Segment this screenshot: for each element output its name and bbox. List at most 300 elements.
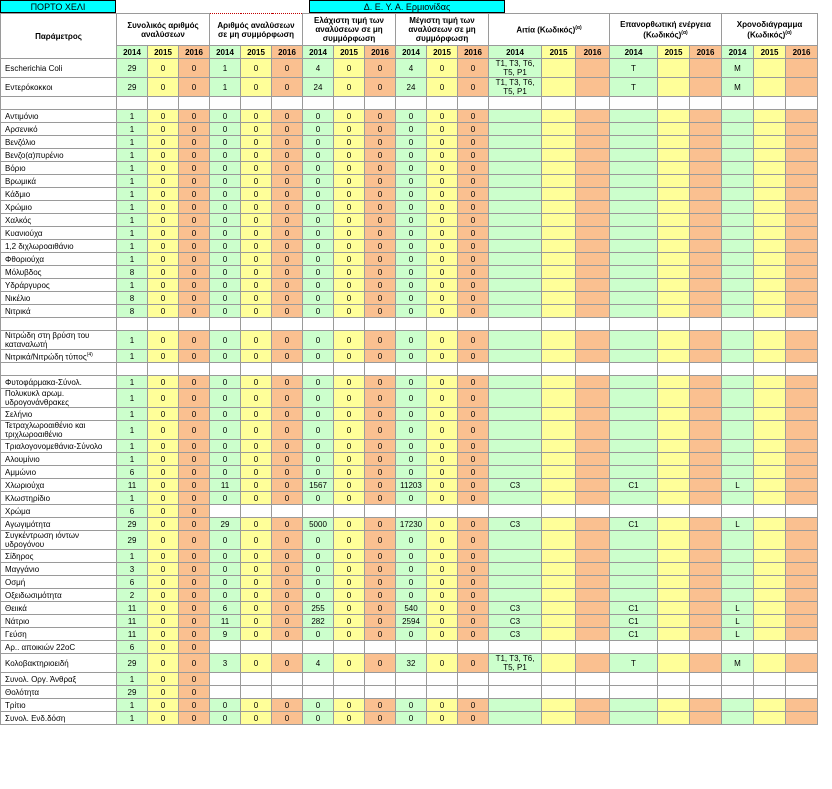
empty-cell	[396, 686, 427, 699]
param-name	[1, 563, 117, 576]
code-cell	[690, 123, 722, 136]
spacer-cell	[786, 363, 818, 376]
action-cell: T	[610, 78, 658, 97]
action-cell	[610, 188, 658, 201]
code-cell	[754, 175, 786, 188]
value-cell: 0	[148, 214, 179, 227]
value-cell: 0	[148, 602, 179, 615]
spacer-cell	[365, 97, 396, 110]
value-cell: 0	[272, 492, 303, 505]
value-cell: 0	[148, 479, 179, 492]
value-cell: 0	[458, 331, 489, 350]
code-cell	[690, 602, 722, 615]
value-cell: 0	[179, 440, 210, 453]
value-cell: 0	[179, 110, 210, 123]
cause-cell	[489, 421, 542, 440]
value-cell: 0	[303, 492, 334, 505]
value-cell: 0	[427, 305, 458, 318]
param-name	[1, 628, 117, 641]
value-cell: 0	[148, 110, 179, 123]
schedule-cell	[722, 350, 754, 363]
value-cell: 0	[458, 628, 489, 641]
value-cell: 0	[272, 589, 303, 602]
empty-cell	[303, 673, 334, 686]
value-cell: 0	[179, 576, 210, 589]
action-cell: T	[610, 59, 658, 78]
value-cell: 0	[458, 59, 489, 78]
value-cell: 4	[303, 59, 334, 78]
value-cell: 0	[458, 421, 489, 440]
code-cell	[576, 162, 610, 175]
value-cell: 0	[396, 589, 427, 602]
value-cell: 0	[179, 279, 210, 292]
code-cell	[786, 479, 818, 492]
value-cell: 0	[396, 266, 427, 279]
value-cell: 0	[179, 699, 210, 712]
empty-cell	[610, 641, 658, 654]
code-cell	[754, 123, 786, 136]
value-cell: 0	[272, 253, 303, 266]
value-cell: 0	[148, 331, 179, 350]
code-cell	[576, 279, 610, 292]
table-row	[1, 673, 818, 686]
value-cell: 0	[272, 110, 303, 123]
cause-cell	[489, 214, 542, 227]
cause-cell	[489, 453, 542, 466]
value-cell: 0	[148, 421, 179, 440]
code-cell	[690, 408, 722, 421]
code-cell	[690, 201, 722, 214]
param-name	[1, 615, 117, 628]
schedule-cell	[722, 149, 754, 162]
empty-cell	[576, 673, 610, 686]
value-cell: 0	[458, 615, 489, 628]
value-cell: 0	[427, 550, 458, 563]
empty-cell	[396, 641, 427, 654]
value-cell: 0	[334, 78, 365, 97]
empty-cell	[241, 641, 272, 654]
year-header-cell: 2016	[179, 46, 210, 59]
spacer-cell	[690, 318, 722, 331]
value-cell: 0	[458, 563, 489, 576]
value-cell: 0	[365, 292, 396, 305]
code-cell	[754, 78, 786, 97]
action-cell	[610, 253, 658, 266]
value-cell: 0	[241, 188, 272, 201]
code-cell	[542, 518, 576, 531]
empty-cell	[610, 673, 658, 686]
value-cell: 0	[272, 175, 303, 188]
value-cell: 0	[148, 615, 179, 628]
code-cell	[542, 712, 576, 725]
action-cell	[610, 149, 658, 162]
value-cell: 0	[179, 376, 210, 389]
cause-cell	[489, 440, 542, 453]
location-tab[interactable]: ΠΟΡΤΟ ΧΕΛΙ	[0, 0, 116, 13]
value-cell: 0	[334, 453, 365, 466]
value-cell: 0	[272, 440, 303, 453]
code-cell	[576, 550, 610, 563]
value-cell: 0	[427, 654, 458, 673]
param-name	[1, 518, 117, 531]
value-cell: 0	[241, 602, 272, 615]
table-row	[1, 505, 818, 518]
code-cell	[658, 350, 690, 363]
code-cell	[658, 563, 690, 576]
empty-cell	[427, 505, 458, 518]
value-cell: 0	[148, 136, 179, 149]
param-name	[1, 492, 117, 505]
action-cell	[610, 279, 658, 292]
value-cell: 0	[303, 550, 334, 563]
code-cell	[542, 479, 576, 492]
value-cell: 0	[334, 389, 365, 408]
code-cell	[576, 188, 610, 201]
min-header: Ελάχιστη τιμή των αναλύσεων σε μη συμμόρφωση	[303, 14, 396, 46]
value-cell: 0	[365, 576, 396, 589]
param-label: Νιτρώδη στη βρύση του καταναλωτή	[5, 331, 90, 349]
spacer-cell	[272, 318, 303, 331]
value-cell: 0	[303, 389, 334, 408]
value-cell: 0	[365, 266, 396, 279]
value-cell: 0	[241, 162, 272, 175]
value-cell: 0	[148, 292, 179, 305]
code-cell	[786, 279, 818, 292]
code-cell	[542, 279, 576, 292]
table-row	[1, 712, 818, 725]
year-header-cell: 2015	[241, 46, 272, 59]
code-cell	[786, 350, 818, 363]
cause-cell	[489, 305, 542, 318]
value-cell: 0	[458, 149, 489, 162]
code-cell	[576, 253, 610, 266]
value-cell: 1	[117, 188, 148, 201]
value-cell: 0	[272, 518, 303, 531]
code-cell	[754, 699, 786, 712]
value-cell: 0	[148, 188, 179, 201]
param-label: Οσμή	[5, 577, 26, 587]
value-cell: 11	[117, 479, 148, 492]
year-header-row	[1, 46, 818, 59]
code-cell	[786, 492, 818, 505]
table-row	[1, 78, 818, 97]
value-cell: 0	[272, 389, 303, 408]
code-cell	[576, 201, 610, 214]
empty-cell	[210, 641, 241, 654]
code-cell	[576, 602, 610, 615]
cause-cell	[489, 492, 542, 505]
param-header: Παράμετρος	[1, 14, 117, 59]
value-cell: 0	[427, 331, 458, 350]
param-name	[1, 550, 117, 563]
code-cell	[542, 350, 576, 363]
value-cell: 0	[210, 699, 241, 712]
value-cell: 0	[148, 628, 179, 641]
value-cell: 0	[458, 305, 489, 318]
table-row	[1, 421, 818, 440]
empty-cell	[210, 673, 241, 686]
empty-cell	[241, 686, 272, 699]
action-cell	[610, 201, 658, 214]
value-cell: 0	[458, 699, 489, 712]
action-cell	[610, 162, 658, 175]
spacer-cell	[722, 97, 754, 110]
schedule-cell	[722, 492, 754, 505]
action-cell	[610, 408, 658, 421]
code-cell	[754, 227, 786, 240]
value-cell: 0	[210, 389, 241, 408]
value-cell: 0	[396, 408, 427, 421]
code-cell	[754, 628, 786, 641]
code-cell	[658, 78, 690, 97]
cause-cell: C3	[489, 628, 542, 641]
empty-cell	[458, 686, 489, 699]
schedule-cell: L	[722, 615, 754, 628]
value-cell: 540	[396, 602, 427, 615]
cause-cell	[489, 389, 542, 408]
spacer-cell	[658, 97, 690, 110]
value-cell: 0	[396, 175, 427, 188]
value-cell: 0	[303, 266, 334, 279]
param-label: Νιτρικά/Νιτρώδη τύπος	[5, 352, 87, 362]
value-cell: 0	[303, 712, 334, 725]
table-row	[1, 453, 818, 466]
cause-cell	[489, 550, 542, 563]
param-label: Κολοβακτηριοειδή	[5, 658, 69, 668]
code-cell	[754, 576, 786, 589]
value-cell: 0	[241, 240, 272, 253]
action-cell: C1	[610, 479, 658, 492]
code-cell	[754, 136, 786, 149]
empty-cell	[489, 686, 542, 699]
value-cell: 29	[117, 78, 148, 97]
action-cell	[610, 175, 658, 188]
value-cell: 1	[117, 699, 148, 712]
value-cell: 0	[241, 440, 272, 453]
value-cell: 0	[458, 266, 489, 279]
table-row	[1, 253, 818, 266]
value-cell: 0	[427, 240, 458, 253]
value-cell: 0	[396, 227, 427, 240]
cause-cell	[489, 576, 542, 589]
empty-cell	[272, 686, 303, 699]
code-cell	[542, 305, 576, 318]
value-cell: 0	[303, 376, 334, 389]
code-cell	[542, 149, 576, 162]
schedule-cell	[722, 136, 754, 149]
code-cell	[576, 466, 610, 479]
table-row	[1, 59, 818, 78]
empty-cell	[427, 686, 458, 699]
spacer-cell	[303, 318, 334, 331]
code-cell	[542, 136, 576, 149]
value-cell: 0	[179, 408, 210, 421]
spacer-cell	[365, 363, 396, 376]
code-cell	[576, 712, 610, 725]
code-cell	[576, 292, 610, 305]
action-cell	[610, 712, 658, 725]
value-cell: 0	[272, 59, 303, 78]
code-cell	[754, 253, 786, 266]
value-cell: 0	[148, 123, 179, 136]
code-cell	[786, 136, 818, 149]
value-cell: 0	[210, 240, 241, 253]
param-name	[1, 175, 117, 188]
empty-cell	[489, 641, 542, 654]
value-cell: 0	[148, 453, 179, 466]
table-row	[1, 389, 818, 408]
empty-cell	[722, 686, 754, 699]
value-cell: 0	[365, 175, 396, 188]
value-cell: 0	[303, 240, 334, 253]
value-cell: 0	[365, 78, 396, 97]
schedule-cell	[722, 240, 754, 253]
value-cell: 0	[365, 602, 396, 615]
value-cell: 0	[303, 201, 334, 214]
value-cell: 0	[365, 240, 396, 253]
value-cell: 0	[272, 149, 303, 162]
value-cell: 0	[148, 712, 179, 725]
param-name	[1, 162, 117, 175]
value-cell: 24	[396, 78, 427, 97]
value-cell: 0	[272, 466, 303, 479]
action-cell	[610, 440, 658, 453]
value-cell: 0	[396, 376, 427, 389]
value-cell: 0	[427, 266, 458, 279]
value-cell: 0	[179, 453, 210, 466]
value-cell: 0	[365, 699, 396, 712]
param-footnote: (4)	[86, 351, 93, 358]
code-cell	[786, 699, 818, 712]
value-cell: 0	[334, 408, 365, 421]
value-cell: 0	[427, 712, 458, 725]
code-cell	[786, 376, 818, 389]
value-cell: 0	[210, 201, 241, 214]
code-cell	[754, 466, 786, 479]
code-cell	[786, 654, 818, 673]
code-cell	[658, 408, 690, 421]
cause-cell	[489, 292, 542, 305]
value-cell: 2	[117, 589, 148, 602]
value-cell: 0	[179, 59, 210, 78]
value-cell: 0	[303, 576, 334, 589]
spacer-cell	[210, 363, 241, 376]
code-cell	[542, 162, 576, 175]
year-header-cell: 2016	[365, 46, 396, 59]
schedule-cell	[722, 466, 754, 479]
value-cell: 0	[365, 376, 396, 389]
param-label: Κλωστηρίδιο	[5, 493, 51, 503]
code-cell	[786, 110, 818, 123]
cause-cell	[489, 253, 542, 266]
empty-cell	[303, 641, 334, 654]
code-cell	[658, 654, 690, 673]
value-cell: 9	[210, 628, 241, 641]
value-cell: 0	[148, 531, 179, 550]
param-name	[1, 686, 117, 699]
code-cell	[690, 563, 722, 576]
value-cell: 32	[396, 654, 427, 673]
code-cell	[690, 110, 722, 123]
code-cell	[786, 59, 818, 78]
code-cell	[658, 492, 690, 505]
param-label: Χρώμα	[5, 506, 31, 516]
cause-cell	[489, 466, 542, 479]
action-cell	[610, 563, 658, 576]
spacer-cell	[272, 97, 303, 110]
value-cell: 0	[272, 615, 303, 628]
value-cell: 0	[365, 253, 396, 266]
value-cell: 0	[241, 350, 272, 363]
value-cell: 0	[303, 305, 334, 318]
year-header-cell: 2015	[754, 46, 786, 59]
value-cell: 0	[365, 531, 396, 550]
param-name	[1, 149, 117, 162]
value-cell: 0	[396, 699, 427, 712]
value-cell: 0	[458, 654, 489, 673]
schedule-cell: L	[722, 518, 754, 531]
code-cell	[786, 576, 818, 589]
empty-cell	[458, 505, 489, 518]
table-row	[1, 440, 818, 453]
code-cell	[542, 59, 576, 78]
empty-cell	[576, 641, 610, 654]
value-cell: 0	[303, 253, 334, 266]
value-cell: 0	[148, 240, 179, 253]
value-cell: 0	[272, 576, 303, 589]
value-cell: 0	[272, 628, 303, 641]
empty-cell	[754, 673, 786, 686]
value-cell: 0	[179, 175, 210, 188]
value-cell: 0	[179, 466, 210, 479]
value-cell: 0	[303, 563, 334, 576]
code-cell	[786, 589, 818, 602]
code-cell	[690, 699, 722, 712]
value-cell: 0	[241, 479, 272, 492]
value-cell: 0	[427, 531, 458, 550]
code-cell	[576, 576, 610, 589]
value-cell: 0	[396, 440, 427, 453]
code-cell	[658, 518, 690, 531]
total-header: Συνολικός αριθμός αναλύσεων	[117, 14, 210, 46]
param-name	[1, 641, 117, 654]
param-name	[1, 531, 117, 550]
value-cell: 0	[334, 576, 365, 589]
code-cell	[690, 188, 722, 201]
code-cell	[658, 136, 690, 149]
value-cell: 0	[210, 440, 241, 453]
table-row	[1, 466, 818, 479]
value-cell: 6	[210, 602, 241, 615]
spacer-cell	[334, 97, 365, 110]
code-cell	[754, 162, 786, 175]
value-cell: 0	[427, 479, 458, 492]
value-cell: 6	[117, 505, 148, 518]
empty-cell	[542, 673, 576, 686]
action-cell	[610, 292, 658, 305]
table-row	[1, 628, 818, 641]
value-cell: 0	[458, 214, 489, 227]
value-cell: 0	[148, 440, 179, 453]
spacer-row	[1, 97, 818, 110]
value-cell: 0	[303, 110, 334, 123]
value-cell: 0	[241, 453, 272, 466]
code-cell	[542, 453, 576, 466]
schedule-cell	[722, 376, 754, 389]
code-cell	[542, 421, 576, 440]
value-cell: 0	[365, 421, 396, 440]
code-cell	[690, 305, 722, 318]
